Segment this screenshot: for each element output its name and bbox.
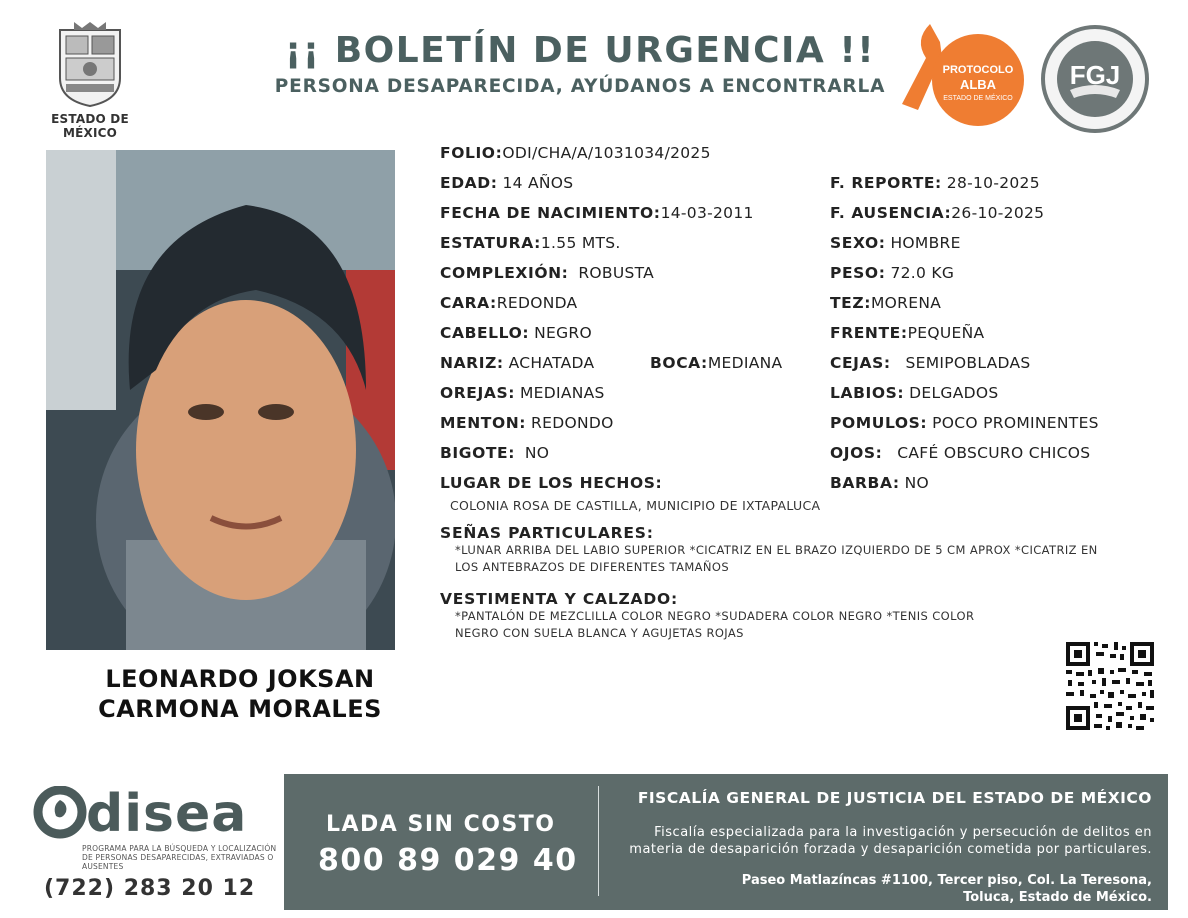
label-bigote: BIGOTE: [440,444,516,462]
field-sexo [830,234,961,252]
address-line-2: Toluca, Estado de México. [963,890,1152,905]
value-labios: DELGADOS [909,384,999,402]
qr-code[interactable] [1064,640,1156,732]
value-cabello: NEGRO [534,324,592,342]
value-sexo: HOMBRE [890,234,961,252]
label-nariz: NARIZ: [440,354,504,372]
label-tez: TEZ: [830,294,871,312]
odisea-brand: disea [86,784,248,844]
value-f-ausencia: 26-10-2025 [951,204,1045,222]
footer-divider [598,786,599,896]
field-bigote [440,444,549,462]
name-line-2: CARMONA MORALES [98,695,382,723]
field-pomulos [830,414,1099,432]
label-ojos: OJOS: [830,444,883,462]
odisea-description [82,844,282,871]
value-folio: ODI/CHA/A/1031034/2025 [502,144,711,162]
field-f-ausencia [830,204,1044,222]
odisea-desc-line-2: DE PERSONAS DESAPARECIDAS, EXTRAVIADAS O [82,853,274,862]
senas-title: SEÑAS PARTICULARES: [440,524,654,542]
label-sexo: SEXO: [830,234,886,252]
value-cejas: SEMIPOBLADAS [905,354,1031,372]
odisea-phone-number[interactable]: (722) 283 20 12 [44,876,256,901]
field-menton [440,414,614,432]
value-orejas: MEDIANAS [519,384,605,402]
value-edad: 14 AÑOS [502,174,574,192]
field-peso [830,264,954,282]
senas-line-1: *LUNAR ARRIBA DEL LABIO SUPERIOR *CICATRIZ EN EL BRAZO IZQUIERDO DE 5 CM APROX *CICATRIZ EN [455,543,1098,557]
senas-text [455,542,1135,576]
field-fecha-nacimiento [440,204,754,222]
vestimenta-line-1: *PANTALÓN DE MEZCLILLA COLOR NEGRO *SUDADERA COLOR NEGRO *TENIS COLOR [455,609,975,623]
field-boca [650,354,782,372]
field-edad [440,174,573,192]
value-tez: MORENA [871,294,942,312]
field-ojos [830,444,1090,462]
value-boca: MEDIANA [707,354,783,372]
value-bigote: NO [524,444,550,462]
fgj-desc-line-2: materia de desaparición forzada y desaparición cometida por particulares. [629,842,1152,857]
value-estatura: 1.55 MTS. [540,234,621,252]
label-estatura: ESTATURA: [440,234,541,252]
value-lugar: COLONIA ROSA DE CASTILLA, MUNICIPIO DE IXTAPALUCA [450,498,821,513]
state-label: ESTADO DE MÉXICO [51,112,129,140]
vestimenta-line-2: NEGRO CON SUELA BLANCA Y AGUJETAS ROJAS [455,626,744,640]
vestimenta-title: VESTIMENTA Y CALZADO: [440,590,678,608]
missing-person-name [60,664,420,724]
alba-line3: ESTADO DE MÉXICO [943,95,1013,102]
senas-line-2: LOS ANTEBRAZOS DE DIFERENTES TAMAÑOS [455,560,730,574]
field-f-reporte [830,174,1040,192]
value-f-reporte: 28-10-2025 [946,174,1040,192]
label-complexion: COMPLEXIÓN: [440,264,569,282]
label-f-reporte: F. REPORTE: [830,174,942,192]
value-barba: NO [904,474,929,492]
estado-de-mexico-coat-of-arms [52,22,128,108]
field-estatura [440,234,621,252]
bulletin-title: ¡¡ BOLETÍN DE URGENCIA !! [284,30,876,71]
label-pomulos: POMULOS: [830,414,928,432]
alba-line1: PROTOCOLO [942,64,1014,76]
odisea-logo [30,786,280,876]
fgj-text: FGJ [1069,60,1121,90]
label-cabello: CABELLO: [440,324,530,342]
missing-person-photo [46,150,395,650]
fgj-desc-line-1: Fiscalía especializada para la investigación y persecución de delitos en [654,825,1152,840]
label-barba: BARBA: [830,474,900,492]
value-fecha-nacimiento: 14-03-2011 [660,204,754,222]
label-lugar: LUGAR DE LOS HECHOS: [440,474,663,492]
odisea-desc-line-1: PROGRAMA PARA LA BÚSQUEDA Y LOCALIZACIÓN [82,844,277,853]
name-line-1: LEONARDO JOKSAN [105,665,375,693]
field-folio [440,144,711,162]
label-folio: FOLIO: [440,144,503,162]
alba-line2: ALBA [959,77,997,92]
field-frente [830,324,984,342]
value-frente: PEQUEÑA [907,324,985,342]
label-frente: FRENTE: [830,324,908,342]
value-nariz: ACHATADA [508,354,595,372]
field-labios [830,384,999,402]
label-fecha-nacimiento: FECHA DE NACIMIENTO: [440,204,661,222]
label-menton: MENTON: [440,414,527,432]
value-complexion: ROBUSTA [578,264,655,282]
value-cara: REDONDA [496,294,578,312]
label-f-ausencia: F. AUSENCIA: [830,204,952,222]
label-edad: EDAD: [440,174,498,192]
address-line-1: Paseo Matlazíncas #1100, Tercer piso, Col. La Teresona, [741,873,1152,888]
toll-free-label: LADA SIN COSTO [326,812,556,837]
value-menton: REDONDO [531,414,614,432]
fgj-address [640,872,1152,906]
field-barba [830,474,929,492]
toll-free-number[interactable]: 800 89 029 40 [318,843,578,878]
fgj-description [600,824,1152,858]
field-cara [440,294,577,312]
vestimenta-text [455,608,1135,642]
label-cara: CARA: [440,294,497,312]
field-cabello [440,324,592,342]
bulletin-subtitle: PERSONA DESAPARECIDA, AYÚDANOS A ENCONTRARLA [274,76,886,97]
label-boca: BOCA: [650,354,708,372]
field-cejas [830,354,1031,372]
protocolo-alba-logo [900,24,1028,132]
value-ojos: CAFÉ OBSCURO CHICOS [897,444,1091,462]
value-peso: 72.0 KG [890,264,955,282]
field-tez [830,294,941,312]
label-cejas: CEJAS: [830,354,891,372]
value-pomulos: POCO PROMINENTES [932,414,1099,432]
field-orejas [440,384,605,402]
label-labios: LABIOS: [830,384,905,402]
fgj-full-name: FISCALÍA GENERAL DE JUSTICIA DEL ESTADO DE MÉXICO [637,789,1152,807]
label-orejas: OREJAS: [440,384,516,402]
label-peso: PESO: [830,264,886,282]
field-lugar [440,474,662,492]
fgj-seal-logo [1040,24,1150,134]
field-nariz [440,354,594,372]
field-complexion [440,264,654,282]
odisea-desc-line-3: AUSENTES [82,862,124,871]
